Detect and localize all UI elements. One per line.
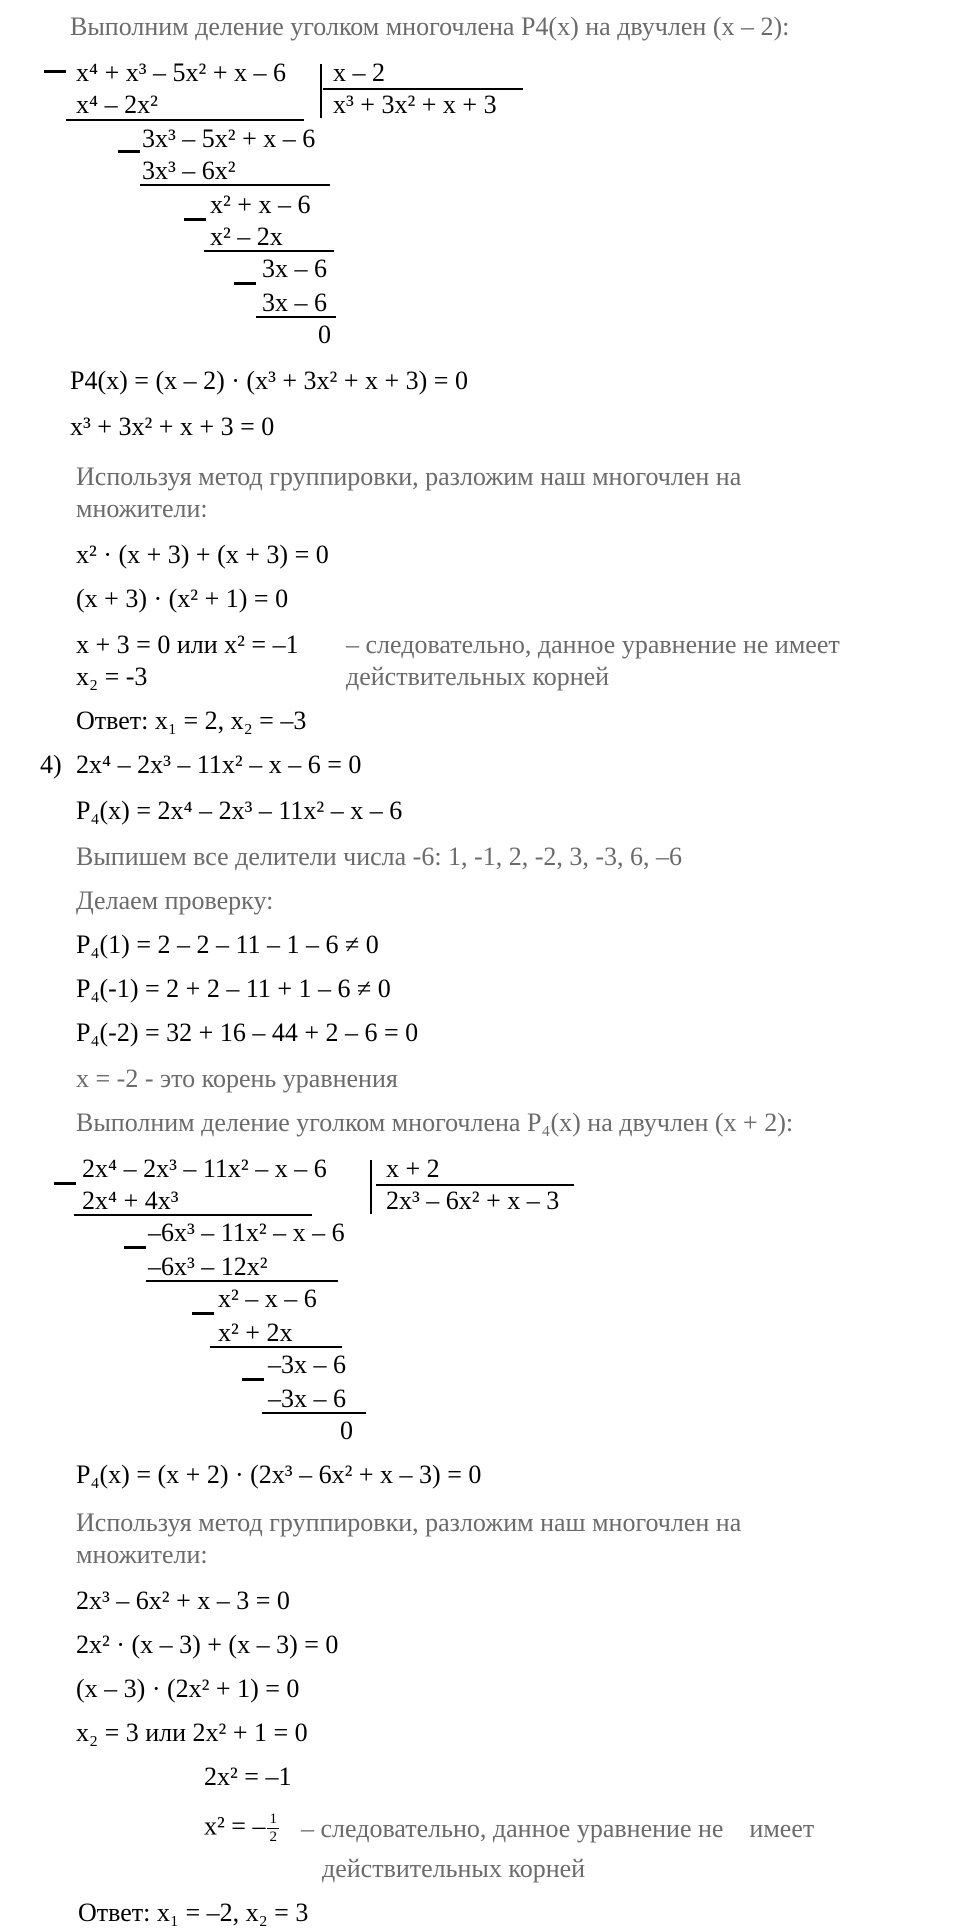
division-1-step: x⁴ – 2x² — [76, 90, 158, 119]
factored-equation-1: P4(x) = (x – 2) · (x³ + 3x² + x + 3) = 0 — [70, 366, 468, 395]
grouping-step-1a: x² · (x + 3) + (x + 3) = 0 — [76, 540, 329, 569]
division-2-underline — [146, 1280, 338, 1282]
division-1-underline — [204, 250, 334, 252]
division-2-bracket-vertical — [370, 1160, 372, 1214]
division-2-remainder: 0 — [340, 1416, 353, 1445]
division-2-divisor: x + 2 — [386, 1154, 440, 1183]
division-1-underline — [140, 184, 330, 186]
division-minus-sign — [118, 150, 140, 153]
cubic-equation-2: 2x³ – 6x² + x – 3 = 0 — [76, 1586, 290, 1615]
division-2-step: –6x³ – 12x² — [148, 1252, 268, 1281]
division-2-dividend: 2x⁴ – 2x³ – 11x² – x – 6 — [82, 1154, 327, 1183]
division-1-divisor: x – 2 — [333, 58, 385, 87]
check-1: P₄(1) = 2 – 2 – 11 – 1 – 6 ≠ 0 — [76, 930, 379, 959]
grouping-note-2-line2: множители: — [76, 1540, 208, 1569]
factored-equation-2: P₄(x) = (x + 2) · (2x³ – 6x² + x – 3) = 0 — [76, 1460, 482, 1489]
division-minus-sign — [242, 1378, 264, 1381]
division-2-underline — [262, 1412, 366, 1414]
division-1-bracket-vertical — [320, 64, 322, 118]
division-minus-sign — [184, 218, 206, 221]
division-1-underline — [66, 119, 304, 121]
cubic-equation-1: x³ + 3x² + x + 3 = 0 — [70, 412, 275, 441]
grouping-note-1-line2: множители: — [76, 494, 208, 523]
division-1-dividend: x⁴ + x³ – 5x² + x – 6 — [76, 58, 286, 87]
root-note: x = -2 - это корень уравнения — [76, 1064, 398, 1093]
grouping-step-2b: (x – 3) · (2x² + 1) = 0 — [76, 1674, 300, 1703]
division-1-underline — [256, 316, 336, 318]
polynomial-4: P₄(x) = 2x⁴ – 2x³ – 11x² – x – 6 — [76, 796, 403, 825]
division-minus-sign — [54, 1182, 76, 1185]
division-1-step: 3x – 6 — [262, 254, 327, 283]
no-real-roots-1-line2: действительных корней — [346, 662, 610, 691]
division-2-underline — [210, 1346, 342, 1348]
division-2-step: x² + 2x — [218, 1318, 293, 1347]
answer-2: Ответ: x₁ = –2, x₂ = 3 — [78, 1898, 309, 1927]
no-real-roots-2-line2: действительных корней — [322, 1854, 586, 1883]
division-2-step: –3x – 6 — [268, 1384, 346, 1413]
division-2-step: –6x³ – 11x² – x – 6 — [148, 1218, 345, 1247]
grouping-step-1b: (x + 3) · (x² + 1) = 0 — [76, 584, 289, 613]
divisors-note: Выпишем все делители числа -6: 1, -1, 2, -2, 3, -3, 6, –6 — [76, 842, 683, 871]
division-minus-sign — [192, 1312, 214, 1315]
division-intro-1: Выполним деление уголком многочлена P4(x) на двучлен (x – 2): — [70, 12, 790, 41]
division-1-step: 3x – 6 — [262, 288, 327, 317]
problem-number-4: 4) — [40, 750, 62, 779]
division-2-underline — [74, 1214, 312, 1216]
roots-line-2: x₂ = 3 или 2x² + 1 = 0 — [76, 1718, 308, 1747]
grouping-note-1-line1: Используя метод группировки, разложим наш многочлен на — [76, 462, 742, 491]
grouping-step-2a: 2x² · (x – 3) + (x – 3) = 0 — [76, 1630, 339, 1659]
check-2: P₄(-1) = 2 + 2 – 11 + 1 – 6 ≠ 0 — [76, 974, 391, 1003]
division-intro-2: Выполним деление уголком многочлена P₄(x) на двучлен (x + 2): — [76, 1108, 794, 1137]
root-value-1: x₂ = -3 — [76, 662, 148, 691]
division-minus-sign — [44, 70, 66, 73]
answer-1: Ответ: x₁ = 2, x₂ = –3 — [76, 706, 307, 735]
equation-4: 2x⁴ – 2x³ – 11x² – x – 6 = 0 — [76, 750, 362, 779]
sub-step-2b — [204, 1812, 281, 1845]
roots-line-1: x + 3 = 0 или x² = –1 — [76, 630, 299, 659]
check-note: Делаем проверку: — [76, 886, 274, 915]
division-1-remainder: 0 — [318, 320, 331, 349]
grouping-note-2-line1: Используя метод группировки, разложим наш многочлен на — [76, 1508, 742, 1537]
division-1-step: 3x³ – 5x² + x – 6 — [142, 124, 316, 153]
division-1-step: x² – 2x — [210, 222, 283, 251]
division-2-step: 2x⁴ + 4x³ — [82, 1186, 179, 1215]
check-3: P₄(-2) = 32 + 16 – 44 + 2 – 6 = 0 — [76, 1018, 419, 1047]
fraction-numerator: 1 — [269, 1811, 277, 1827]
division-2-step: x² – x – 6 — [218, 1284, 317, 1313]
division-minus-sign — [234, 282, 256, 285]
fraction-one-half — [267, 1812, 279, 1845]
fraction-denominator: 2 — [269, 1829, 277, 1845]
no-real-roots-1-line1: – следовательно, данное уравнение не имеет — [346, 630, 840, 659]
sub-step-2a: 2x² = –1 — [204, 1762, 292, 1791]
division-2-quotient: 2x³ – 6x² + x – 3 — [386, 1186, 560, 1215]
division-minus-sign — [124, 1246, 146, 1249]
division-1-quotient: x³ + 3x² + x + 3 — [333, 90, 497, 119]
sub-step-2b-prefix: x² = – — [204, 1811, 266, 1841]
division-1-step: x² + x – 6 — [210, 190, 311, 219]
no-real-roots-2-line1: – следовательно, данное уравнение не имеет — [301, 1814, 815, 1843]
division-1-step: 3x³ – 6x² — [142, 156, 236, 185]
division-2-step: –3x – 6 — [268, 1350, 346, 1379]
